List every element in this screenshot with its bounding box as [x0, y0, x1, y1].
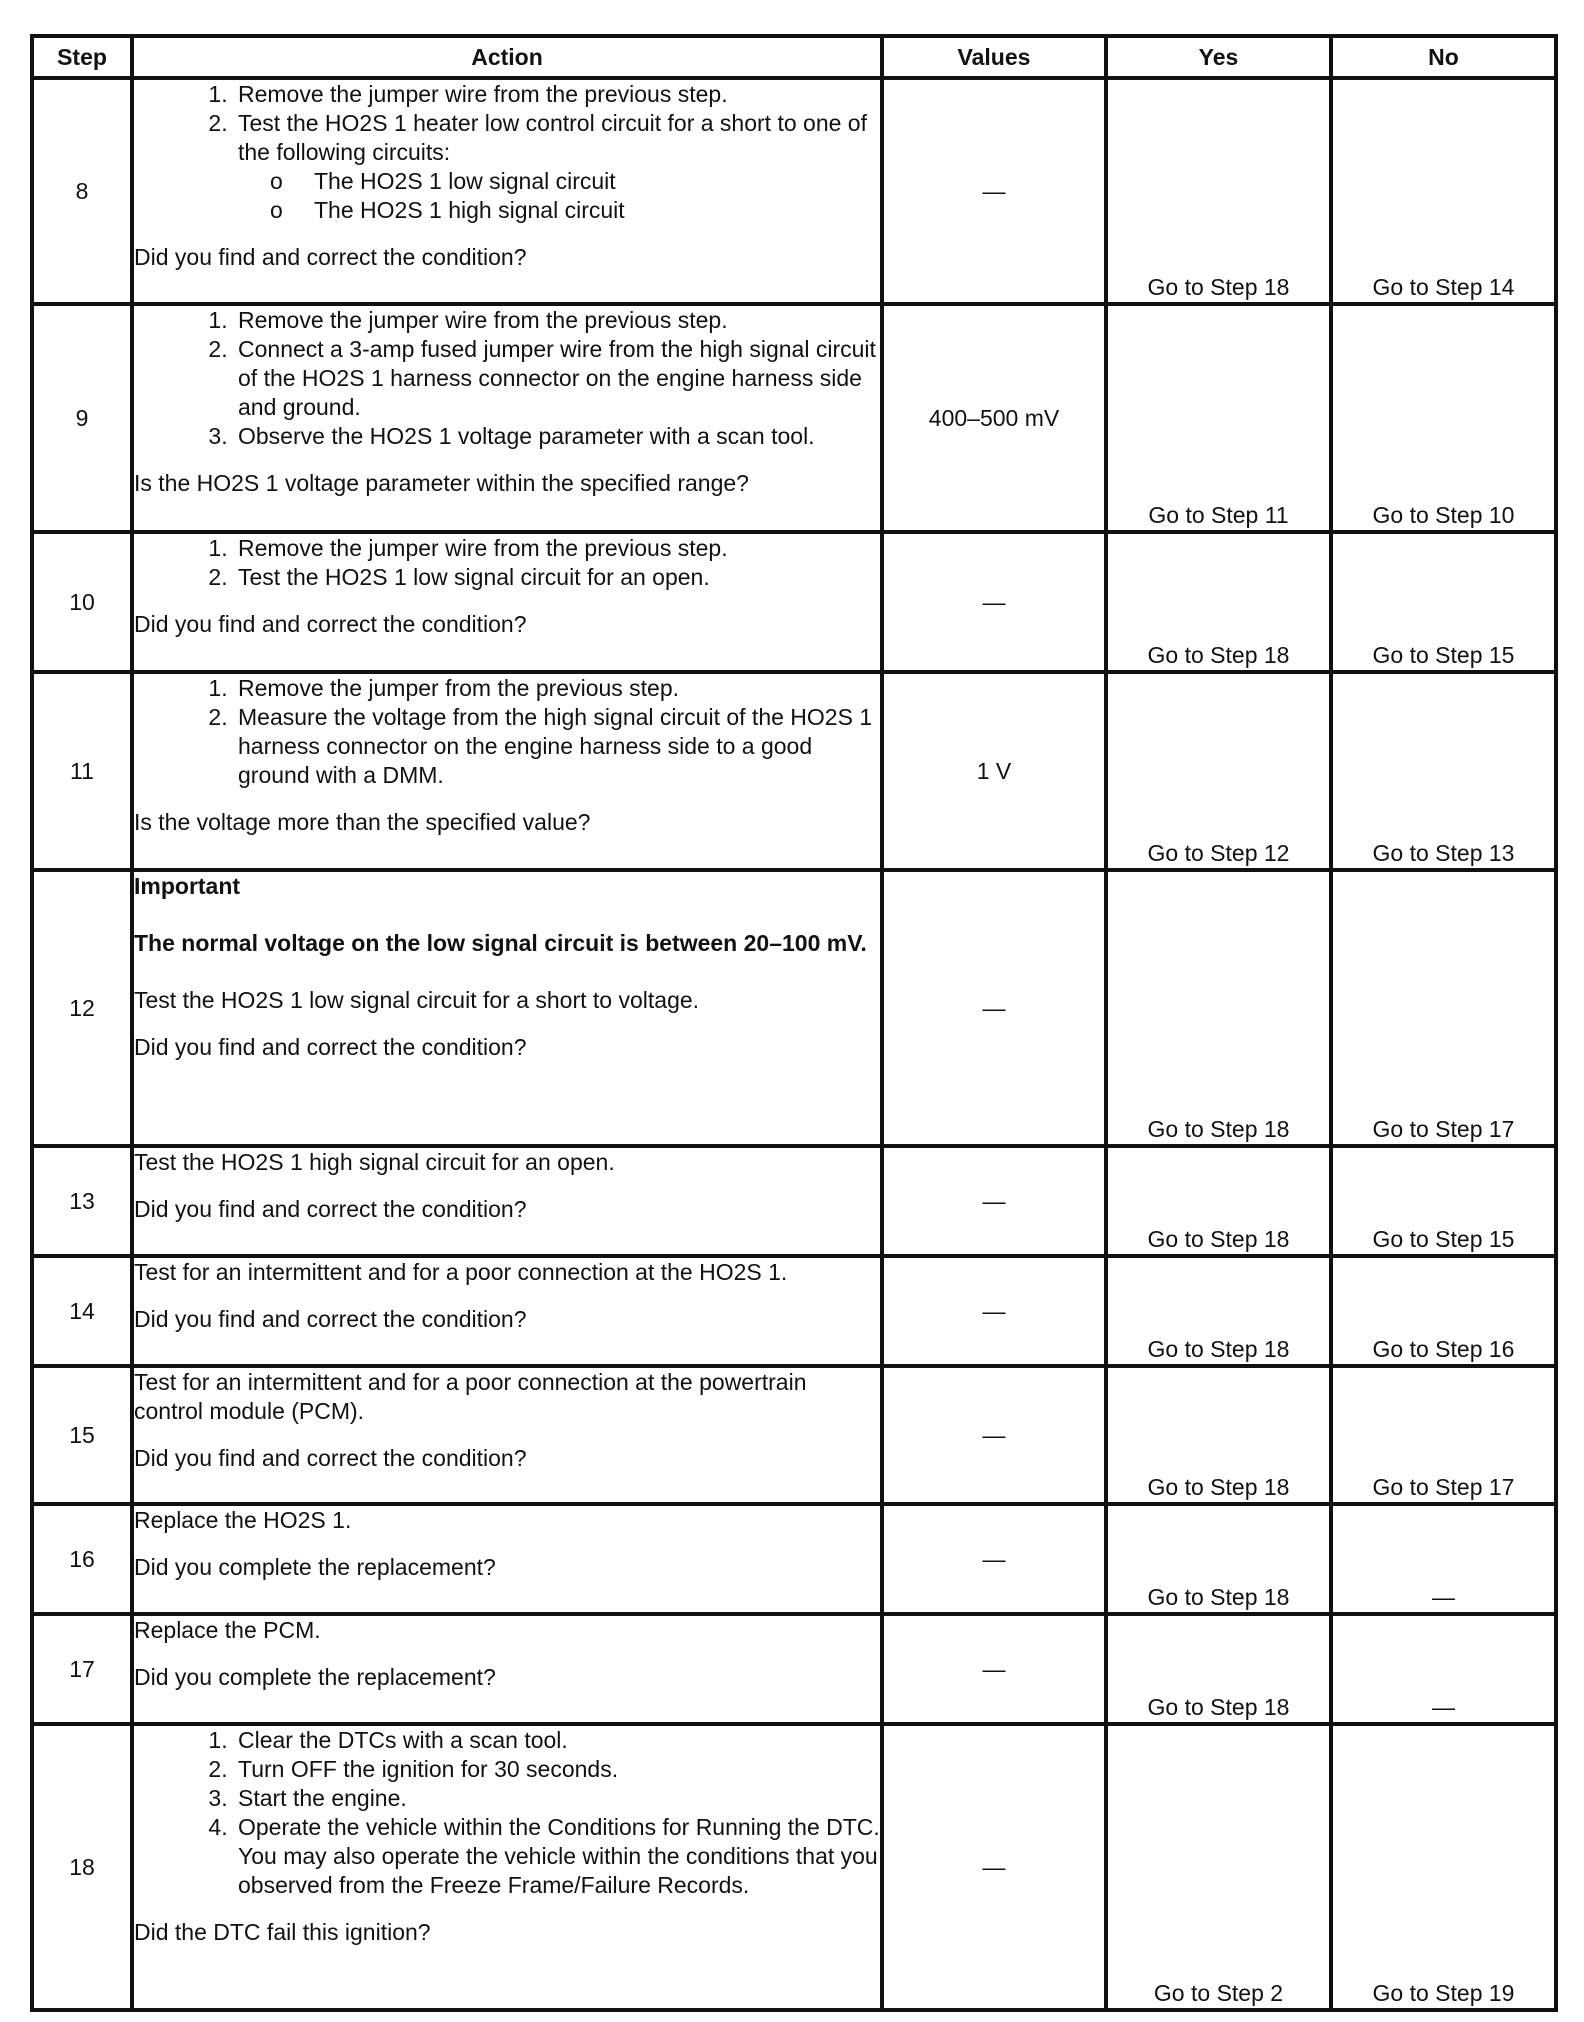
table-row [32, 870, 1556, 1146]
action-step: 3. Start the engine. [234, 1784, 880, 1813]
action-cell [132, 1256, 882, 1366]
important-note: The normal voltage on the low signal circuit is between 20–100 mV. [134, 930, 867, 956]
value-cell: — [882, 1366, 1106, 1504]
no-cell: Go to Step 19 [1331, 1724, 1556, 2010]
no-cell: Go to Step 17 [1331, 1366, 1556, 1504]
action-steps [134, 306, 880, 451]
action-text: Replace the PCM. [134, 1617, 321, 1643]
yes-cell: Go to Step 18 [1106, 870, 1331, 1146]
action-question: Did you complete the replacement? [134, 1554, 496, 1580]
action-cell [132, 1366, 882, 1504]
action-steps [134, 674, 880, 790]
no-cell: — [1331, 1614, 1556, 1724]
action-question: Did you find and correct the condition? [134, 611, 527, 637]
step-number: 8 [32, 78, 132, 304]
action-cell [132, 532, 882, 672]
step-number: 18 [32, 1724, 132, 2010]
yes-cell: Go to Step 18 [1106, 78, 1331, 304]
header-yes: Yes [1106, 36, 1331, 78]
table-row [32, 1256, 1556, 1366]
table-row [32, 1146, 1556, 1256]
diagnostic-table [30, 34, 1558, 2012]
action-question: Did you find and correct the condition? [134, 1196, 527, 1222]
header-no: No [1331, 36, 1556, 78]
action-cell [132, 870, 882, 1146]
action-question: Did you find and correct the condition? [134, 1445, 527, 1471]
yes-cell: Go to Step 2 [1106, 1724, 1331, 2010]
action-steps [134, 80, 880, 225]
action-step: 2. Connect a 3-amp fused jumper wire from the high signal circuit of the HO2S 1 harness connector on the engine harness side and ground. [234, 335, 880, 422]
action-step: 2. Measure the voltage from the high signal circuit of the HO2S 1 harness connector on the engine harness side to a good ground with a DMM. [234, 703, 880, 790]
no-cell: Go to Step 17 [1331, 870, 1556, 1146]
no-cell: Go to Step 15 [1331, 1146, 1556, 1256]
action-step: 1. Remove the jumper wire from the previous step. [234, 80, 880, 109]
no-cell: Go to Step 16 [1331, 1256, 1556, 1366]
table-row [32, 78, 1556, 304]
sub-item: o The HO2S 1 low signal circuit [314, 167, 880, 196]
header-row [32, 36, 1556, 78]
value-cell: — [882, 1504, 1106, 1614]
no-cell: Go to Step 14 [1331, 78, 1556, 304]
sub-list [238, 167, 880, 225]
table-row [32, 532, 1556, 672]
yes-cell: Go to Step 18 [1106, 1256, 1331, 1366]
action-question: Did you find and correct the condition? [134, 1306, 527, 1332]
step-number: 17 [32, 1614, 132, 1724]
no-cell: — [1331, 1504, 1556, 1614]
step-number: 11 [32, 672, 132, 870]
step-number: 15 [32, 1366, 132, 1504]
action-question: Did you find and correct the condition? [134, 244, 527, 270]
action-text: Test for an intermittent and for a poor connection at the powertrain control module (PCM). [134, 1369, 807, 1424]
yes-cell: Go to Step 11 [1106, 304, 1331, 532]
yes-cell: Go to Step 18 [1106, 1614, 1331, 1724]
action-text: Test for an intermittent and for a poor connection at the HO2S 1. [134, 1259, 788, 1285]
important-label: Important [134, 873, 241, 899]
action-step [234, 109, 880, 225]
sub-item: o The HO2S 1 high signal circuit [314, 196, 880, 225]
action-step: 4. Operate the vehicle within the Conditions for Running the DTC. You may also operate the vehicle within the conditions that you observed from the Freeze Frame/Failure Records. [234, 1813, 880, 1900]
action-step: 1. Clear the DTCs with a scan tool. [234, 1726, 880, 1755]
table-row [32, 1504, 1556, 1614]
action-text: Test the HO2S 1 low signal circuit for a short to voltage. [134, 987, 700, 1013]
step-number: 13 [32, 1146, 132, 1256]
step-number: 14 [32, 1256, 132, 1366]
header-step: Step [32, 36, 132, 78]
action-step: 1. Remove the jumper wire from the previous step. [234, 306, 880, 335]
action-text: Replace the HO2S 1. [134, 1507, 352, 1533]
step-number: 16 [32, 1504, 132, 1614]
value-cell: — [882, 78, 1106, 304]
action-step: 2. Test the HO2S 1 low signal circuit for an open. [234, 563, 880, 592]
no-cell: Go to Step 13 [1331, 672, 1556, 870]
step-number: 9 [32, 304, 132, 532]
table-row [32, 304, 1556, 532]
action-cell [132, 672, 882, 870]
value-cell: — [882, 870, 1106, 1146]
action-cell [132, 78, 882, 304]
step-number: 12 [32, 870, 132, 1146]
yes-cell: Go to Step 18 [1106, 532, 1331, 672]
value-cell: — [882, 1256, 1106, 1366]
action-cell [132, 1614, 882, 1724]
action-question: Did the DTC fail this ignition? [134, 1919, 431, 1945]
table-row [32, 1724, 1556, 2010]
header-action: Action [132, 36, 882, 78]
action-step: 3. Observe the HO2S 1 voltage parameter with a scan tool. [234, 422, 880, 451]
action-question: Is the HO2S 1 voltage parameter within the specified range? [134, 470, 749, 496]
action-steps [134, 1726, 880, 1900]
action-cell [132, 1146, 882, 1256]
step-number: 10 [32, 532, 132, 672]
value-cell: — [882, 1146, 1106, 1256]
action-cell [132, 1504, 882, 1614]
value-cell: 1 V [882, 672, 1106, 870]
table-row [32, 1366, 1556, 1504]
table-row [32, 672, 1556, 870]
header-values: Values [882, 36, 1106, 78]
value-cell: — [882, 1724, 1106, 2010]
action-cell [132, 304, 882, 532]
action-step-text: Test the HO2S 1 heater low control circuit for a short to one of the following circuits: [238, 110, 867, 165]
value-cell: 400–500 mV [882, 304, 1106, 532]
yes-cell: Go to Step 18 [1106, 1366, 1331, 1504]
action-cell [132, 1724, 882, 2010]
table-row [32, 1614, 1556, 1724]
action-step: 1. Remove the jumper from the previous step. [234, 674, 880, 703]
yes-cell: Go to Step 18 [1106, 1146, 1331, 1256]
action-question: Is the voltage more than the specified value? [134, 809, 591, 835]
no-cell: Go to Step 15 [1331, 532, 1556, 672]
yes-cell: Go to Step 18 [1106, 1504, 1331, 1614]
action-steps [134, 534, 880, 592]
yes-cell: Go to Step 12 [1106, 672, 1331, 870]
action-step: 2. Turn OFF the ignition for 30 seconds. [234, 1755, 880, 1784]
no-cell: Go to Step 10 [1331, 304, 1556, 532]
action-question: Did you complete the replacement? [134, 1664, 496, 1690]
value-cell: — [882, 1614, 1106, 1724]
action-question: Did you find and correct the condition? [134, 1034, 527, 1060]
action-text: Test the HO2S 1 high signal circuit for an open. [134, 1149, 615, 1175]
value-cell: — [882, 532, 1106, 672]
action-step: 1. Remove the jumper wire from the previous step. [234, 534, 880, 563]
